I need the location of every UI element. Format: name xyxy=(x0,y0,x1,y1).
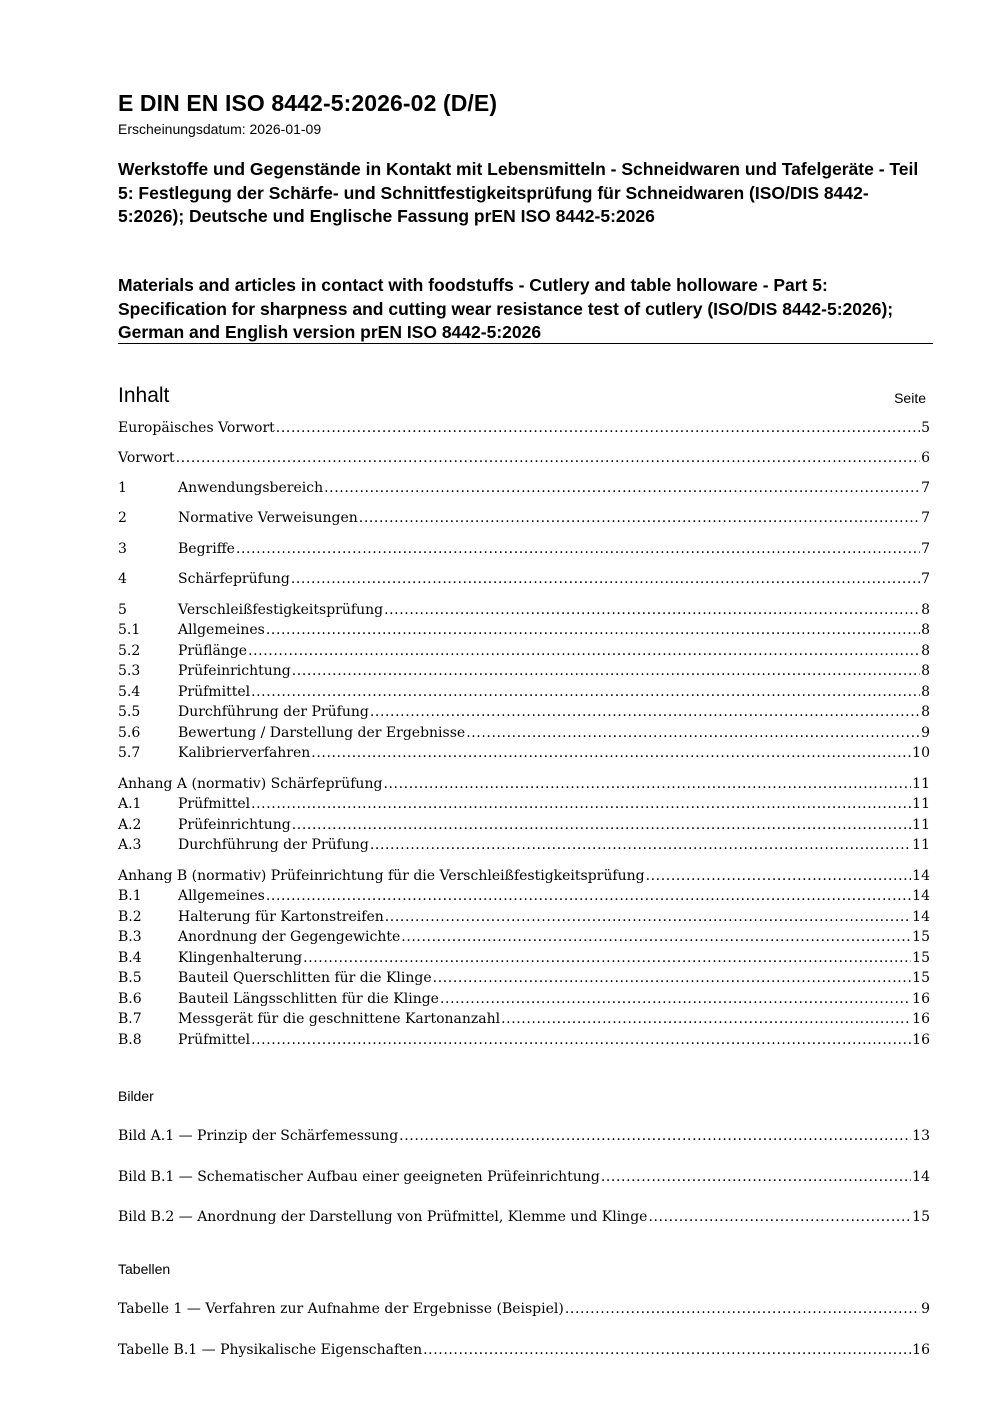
toc-entry[interactable] xyxy=(118,508,930,528)
toc-entry-number: B.4 xyxy=(118,950,142,966)
toc-entry-page: 9 xyxy=(921,1301,930,1317)
dot-leader xyxy=(501,1009,911,1029)
publication-date: Erscheinungsdatum: 2026-01-09 xyxy=(118,121,322,137)
toc-entry-number: 5.6 xyxy=(118,725,141,741)
page-column-label: Seite xyxy=(894,390,926,406)
toc-entry-title: Bauteil Längsschlitten für die Klinge xyxy=(178,991,439,1007)
dot-leader xyxy=(236,539,920,559)
toc-entry-title: Bauteil Querschlitten für die Klinge xyxy=(178,970,432,986)
dot-leader xyxy=(359,508,920,528)
toc-entry-page: 11 xyxy=(912,796,930,812)
toc-entry[interactable] xyxy=(118,1167,930,1187)
toc-entry[interactable] xyxy=(118,835,930,855)
toc-entry-number: B.1 xyxy=(118,888,142,904)
dot-leader xyxy=(384,600,920,620)
dot-leader xyxy=(251,682,920,702)
toc-entry[interactable] xyxy=(118,948,930,968)
dot-leader xyxy=(303,948,911,968)
toc-entry-number: B.5 xyxy=(118,970,142,986)
dot-leader xyxy=(266,886,911,906)
toc-entry-page: 15 xyxy=(912,929,930,945)
toc-entry-page: 14 xyxy=(912,909,930,925)
dot-leader xyxy=(433,968,912,988)
toc-entry-page: 8 xyxy=(921,704,930,720)
toc-entry-number: 4 xyxy=(118,571,127,587)
toc-entry[interactable] xyxy=(118,794,930,814)
dot-leader xyxy=(311,743,911,763)
toc-entry-title: Messgerät für die geschnittene Kartonanzahl xyxy=(178,1011,501,1027)
toc-entry-title: Prüfmittel xyxy=(178,1032,251,1048)
toc-entry-page: 9 xyxy=(921,725,930,741)
toc-entry-title: Durchführung der Prüfung xyxy=(178,837,369,853)
toc-entry[interactable] xyxy=(118,1207,930,1227)
toc-entry[interactable] xyxy=(118,620,930,640)
toc-entry-title: Bild A.1 — Prinzip der Schärfemessung xyxy=(118,1128,399,1144)
toc-entry[interactable] xyxy=(118,661,930,681)
toc-entry[interactable] xyxy=(118,600,930,620)
toc-entry[interactable] xyxy=(118,815,930,835)
dot-leader xyxy=(440,989,911,1009)
dot-leader xyxy=(648,1207,911,1227)
toc-entry-title: Europäisches Vorwort xyxy=(118,420,275,436)
toc-entry-number: 5.5 xyxy=(118,704,141,720)
toc-entry-title: Durchführung der Prüfung xyxy=(178,704,369,720)
toc-entry[interactable] xyxy=(118,539,930,559)
toc-entry-page: 8 xyxy=(921,684,930,700)
toc-entry-number: 5.1 xyxy=(118,622,141,638)
toc-entry-page: 16 xyxy=(912,1342,930,1358)
document-page xyxy=(118,0,933,1403)
toc-entry-title: Allgemeines xyxy=(178,888,265,904)
toc-entry[interactable] xyxy=(118,927,930,947)
toc-entry-title: Prüfeinrichtung xyxy=(178,663,291,679)
toc-entry-title: Allgemeines xyxy=(178,622,265,638)
toc-entry[interactable] xyxy=(118,418,930,438)
toc-entry-title: Begriffe xyxy=(178,541,235,557)
toc-entry[interactable] xyxy=(118,886,930,906)
toc-entry-number: 5.2 xyxy=(118,643,141,659)
toc-entry-title: Bild B.1 — Schematischer Aufbau einer geeigneten Prüfeinrichtung xyxy=(118,1169,600,1185)
dot-leader xyxy=(292,661,920,681)
dot-leader xyxy=(423,1340,911,1360)
toc-entry[interactable] xyxy=(118,866,930,886)
toc-entry-number: A.1 xyxy=(118,796,142,812)
toc-entry[interactable] xyxy=(118,569,930,589)
toc-entry[interactable] xyxy=(118,907,930,927)
dot-leader xyxy=(248,641,920,661)
toc-entry-title: Tabelle 1 — Verfahren zur Aufnahme der Ergebnisse (Beispiel) xyxy=(118,1301,564,1317)
toc-entry-page: 16 xyxy=(912,991,930,1007)
toc-entry-title: Tabelle B.1 — Physikalische Eigenschaften xyxy=(118,1342,423,1358)
dot-leader xyxy=(370,835,911,855)
toc-entry-title: Anhang A (normativ) Schärfeprüfung xyxy=(118,776,383,792)
toc-entry-number: 3 xyxy=(118,541,127,557)
toc-entry-number: 5.4 xyxy=(118,684,141,700)
toc-entry-page: 8 xyxy=(921,643,930,659)
toc-entry[interactable] xyxy=(118,641,930,661)
toc-entry-page: 5 xyxy=(921,420,930,436)
toc-entry-page: 11 xyxy=(912,776,930,792)
toc-entry[interactable] xyxy=(118,989,930,1009)
dot-leader xyxy=(176,448,920,468)
toc-entry-page: 6 xyxy=(921,450,930,466)
toc-heading: Inhalt xyxy=(118,384,170,407)
toc-entry-page: 10 xyxy=(912,745,930,761)
toc-entry-number: A.3 xyxy=(118,837,142,853)
toc-entry-title: Halterung für Kartonstreifen xyxy=(178,909,384,925)
toc-entry[interactable] xyxy=(118,702,930,722)
toc-entry-page: 7 xyxy=(921,480,930,496)
toc-entry-page: 16 xyxy=(912,1032,930,1048)
toc-entry-number: 5 xyxy=(118,602,127,618)
dot-leader xyxy=(292,815,911,835)
toc-entry-number: B.2 xyxy=(118,909,142,925)
document-title: E DIN EN ISO 8442-5:2026-02 (D/E) xyxy=(118,90,498,116)
toc-entry-title: Anordnung der Gegengewichte xyxy=(178,929,401,945)
toc-entry-number: B.6 xyxy=(118,991,142,1007)
toc-entry-title: Verschleißfestigkeitsprüfung xyxy=(178,602,384,618)
toc-entry-page: 15 xyxy=(912,950,930,966)
toc-entry-page: 14 xyxy=(912,1169,930,1185)
toc-entry-page: 7 xyxy=(921,510,930,526)
toc-entry[interactable] xyxy=(118,478,930,498)
toc-entry[interactable] xyxy=(118,1340,930,1360)
dot-leader xyxy=(276,418,920,438)
dot-leader xyxy=(251,1030,911,1050)
toc-entry-number: B.3 xyxy=(118,929,142,945)
dot-leader xyxy=(291,569,920,589)
toc-entry-page: 13 xyxy=(912,1128,930,1144)
toc-entry[interactable] xyxy=(118,448,930,468)
dot-leader xyxy=(466,723,920,743)
dot-leader xyxy=(383,774,911,794)
toc-entry-title: Vorwort xyxy=(118,450,175,466)
toc-entry-page: 8 xyxy=(921,622,930,638)
toc-entry-title: Bewertung / Darstellung der Ergebnisse xyxy=(178,725,466,741)
toc-entry[interactable] xyxy=(118,682,930,702)
toc-entry-title: Anwendungsbereich xyxy=(178,480,324,496)
tables-label: Tabellen xyxy=(118,1261,171,1277)
toc-entry-title: Normative Verweisungen xyxy=(178,510,358,526)
toc-entry-page: 7 xyxy=(921,541,930,557)
toc-entry-title: Prüflänge xyxy=(178,643,248,659)
toc-entry-number: 5.7 xyxy=(118,745,141,761)
toc-entry-page: 15 xyxy=(912,970,930,986)
figures-label: Bilder xyxy=(118,1088,154,1104)
title-divider xyxy=(118,343,933,344)
toc-entry[interactable] xyxy=(118,1009,930,1029)
toc-entry-number: 2 xyxy=(118,510,127,526)
toc-entry-title: Kalibrierverfahren xyxy=(178,745,311,761)
toc-entry[interactable] xyxy=(118,1299,930,1319)
toc-entry-page: 14 xyxy=(912,888,930,904)
toc-entry[interactable] xyxy=(118,743,930,763)
toc-entry-number: 5.3 xyxy=(118,663,141,679)
toc-entry-title: Anhang B (normativ) Prüfeinrichtung für die Verschleißfestigkeitsprüfung xyxy=(118,868,645,884)
toc-entry-page: 7 xyxy=(921,571,930,587)
dot-leader xyxy=(565,1299,920,1319)
toc-entry-number: A.2 xyxy=(118,817,142,833)
english-title: Materials and articles in contact with foodstuffs - Cutlery and table holloware - Part 5: Specification for sharpness and cutting wear resistance test of cutlery (ISO/DIS 8442-5:2026); German and English version prEN ISO 8442-5:2026 xyxy=(118,275,894,342)
dot-leader xyxy=(401,927,911,947)
toc-entry[interactable] xyxy=(118,1030,930,1050)
dot-leader xyxy=(251,794,911,814)
toc-entry[interactable] xyxy=(118,774,930,794)
toc-entry-number: B.8 xyxy=(118,1032,142,1048)
toc-entry-page: 16 xyxy=(912,1011,930,1027)
toc-entry-page: 15 xyxy=(912,1209,930,1225)
toc-entry-page: 8 xyxy=(921,663,930,679)
toc-entry-page: 11 xyxy=(912,837,930,853)
toc-entry[interactable] xyxy=(118,723,930,743)
toc-entry-title: Prüfeinrichtung xyxy=(178,817,291,833)
dot-leader xyxy=(646,866,912,886)
toc-entry-number: 1 xyxy=(118,480,127,496)
toc-entry-number: B.7 xyxy=(118,1011,142,1027)
toc-entry-page: 8 xyxy=(921,602,930,618)
dot-leader xyxy=(324,478,920,498)
german-title: Werkstoffe und Gegenstände in Kontakt mit Lebensmitteln - Schneidwaren und Tafelgeräte - Teil 5: Festlegung der Schärfe- und Schnittfestigkeitsprüfung für Schneidwaren (ISO/DIS 8442-5:2026); Deutsche und Englische Fassung prEN ISO 8442-5:2026 xyxy=(118,159,919,226)
toc-entry-title: Prüfmittel xyxy=(178,684,251,700)
dot-leader xyxy=(385,907,911,927)
toc-entry-page: 14 xyxy=(912,868,930,884)
toc-entry-title: Klingenhalterung xyxy=(178,950,303,966)
toc-entry-title: Schärfeprüfung xyxy=(178,571,290,587)
dot-leader xyxy=(266,620,920,640)
toc-entry-title: Prüfmittel xyxy=(178,796,251,812)
dot-leader xyxy=(370,702,920,722)
toc-entry[interactable] xyxy=(118,1126,930,1146)
dot-leader xyxy=(601,1167,911,1187)
toc-entry-title: Bild B.2 — Anordnung der Darstellung von Prüfmittel, Klemme und Klinge xyxy=(118,1209,648,1225)
toc-entry[interactable] xyxy=(118,968,930,988)
toc-entry-page: 11 xyxy=(912,817,930,833)
dot-leader xyxy=(399,1126,911,1146)
